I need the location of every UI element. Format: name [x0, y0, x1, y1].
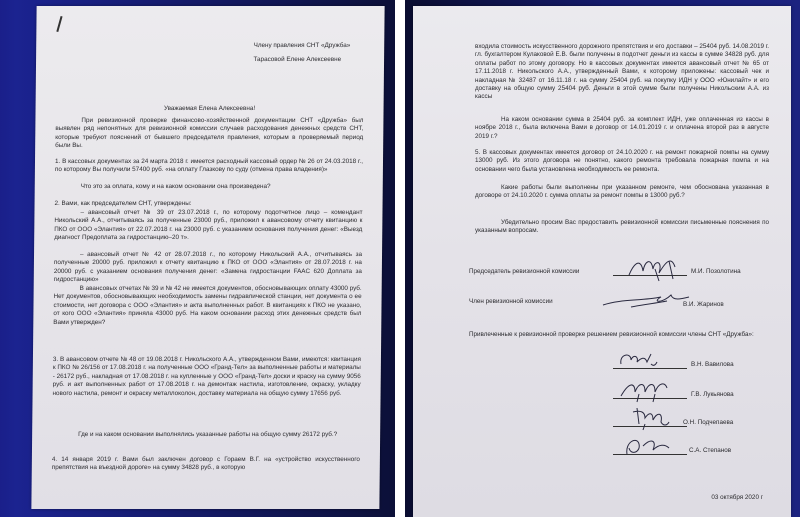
signature-involved-4 — [413, 442, 791, 466]
item-2-report-39: – авансовый отчет № 39 от 23.07.2018 г., по которому подотчетное лицо – комендант Никольский А.А., отчитываясь за полученные 23000 руб., приложил к авансовому отчету квитанцию к ПКО от ООО «Элантия» от 22.07.2018 г. на 23000 руб. с указанием основания получения денег: «Выезд диагност Предоплата за гидростанцию–20 т». — [54, 209, 363, 242]
item-1-question: Что это за оплата, кому и на каком основании она произведена? — [80, 183, 271, 190]
involved-members-text: Привлеченные к ревизионной проверке решением ревизионной комиссии члены СНТ «Дружба»: — [469, 331, 754, 338]
item-4-question: На каком основании сумма в 25404 руб. за комплект ИДН, уже оплаченная из кассы в ноябре 2018 г., была включена Вами в договор от 14.01.2019 г. и оплачена второй раз в августе 2019 г.? — [475, 116, 769, 140]
item-4: 4. 14 января 2019 г. Вами был заключен договор с Гораем В.Г. на «устройство искусственного препятствия на въездной дороге» на сумму 34828 руб., в которую — [51, 456, 360, 472]
salutation: Уважаемая Елена Алексеевна! — [163, 105, 256, 112]
chair-label: Председатель ревизионной комиссии — [469, 268, 580, 275]
right-page-photo — [405, 0, 800, 517]
chair-name: М.И. Позолотина — [691, 268, 741, 275]
signature-member — [413, 295, 791, 319]
item-2-report-42: – авансовый отчет № 42 от 28.07.2018 г., по которому Никольский А.А., отчитываясь за полученные 20000 руб. приложил к отчету квитанцию к ПКО от ООО «Элантия» от 28.07.2018 г. на 20000 руб. с указанием основания получения денег: «Замена гидростанции FAAC 620 Доплата за гидростанцию» — [53, 251, 363, 284]
involved-name-1: В.Н. Вавилова — [691, 361, 734, 368]
involved-name-2: Г.В. Лукьянова — [691, 391, 734, 398]
signature-chair — [413, 263, 791, 287]
left-page-photo — [0, 0, 395, 517]
document-page-2 — [413, 6, 791, 517]
signature-icon — [617, 350, 661, 370]
document-date: 03 октября 2020 г — [711, 494, 763, 501]
member-name: В.И. Жаринов — [683, 301, 724, 308]
document-page-1 — [31, 6, 384, 509]
item-2-heading: 2. Вами, как председателем СНТ, утверждены: — [54, 200, 192, 207]
signature-icon — [619, 378, 671, 404]
involved-name-4: С.А. Степанов — [689, 447, 732, 454]
handwritten-mark — [56, 16, 62, 32]
signature-icon — [623, 432, 673, 460]
item-2-conclusion: В авансовых отчетах № 39 и № 42 не имеется документов, обосновывающих оплату 43000 руб. Нет документов, обосновывающих необходимость замены гидравлической станции, нет документа о ее стоимости, нет договора с ООО «Элантия» и акта выполненных работ. В квитанциях к ПКО не указано, от кого ООО «Элантия» приняла 43000 руб. На каком основании расход этих денежных средств был Вами утвержден? — [53, 285, 362, 326]
signature-involved-3 — [413, 414, 791, 438]
member-signature-icon — [601, 289, 691, 311]
signature-icon — [631, 404, 671, 432]
intro-paragraph: При ревизионной проверке финансово-хозяйственной документации СНТ «Дружба» был выявлен ряд непонятных для ревизионной комиссии случаев расходования денежных средств СНТ, которые требуют пояснений от бывшего председателя правления, которым в проверяемый период были Вы. — [55, 117, 364, 150]
item-5: 5. В кассовых документах имеется договор от 24.10.2020 г. на ремонт пожарной помпы на сумму 13000 руб. Из этого договора не понятно, какого ремонта требовала пожарная помпа и на основании чего была установлена необходимость ее ремонта. — [475, 149, 769, 173]
signature-involved-2 — [413, 386, 791, 410]
addressee — [253, 42, 350, 65]
addressee-line-1: Члену правления СНТ «Дружба» — [253, 42, 351, 49]
request-paragraph: Убедительно просим Вас предоставить ревизионной комиссии письменные пояснения по указанным вопросам. — [475, 219, 769, 235]
involved-name-3: О.Н. Подчепаева — [683, 419, 734, 426]
item-1: 1. В кассовых документах за 24 марта 2018 г. имеется расходный кассовый ордер № 26 от 24.03.2018 г., по которому Вы получили 57400 руб. «на оплату Глазкову по суду (отмена права владения)» — [54, 158, 364, 174]
item-3: 3. В авансовом отчете № 48 от 19.08.2018 г. Никольского А.А., утвержденном Вами, имеются: квитанция к ПКО № 26/156 от 17.08.2018 г. на полученные ООО «Гранд-Тел» за выполненные работы и материалы - 26172 руб., накладная от 17.08.2018 г. на купленные у ООО «Гранд-Тел» доски и краску на сумму 9056 руб. и акт выполненных работ от 17.08.2018 г. на демонтаж настила, изготовление, окраску, укладку нового настила, ремонт и окраску металлоколон, доставку материала на общую сумму 17656 руб. — [52, 356, 361, 397]
member-label: Член ревизионной комиссии — [469, 298, 553, 305]
chair-signature-icon — [625, 255, 685, 283]
item-4-continuation: входила стоимость искусственного дорожного препятствия и его доставки – 25404 руб. 14.08.2019 г. гл. бухгалтером Кулаковой Е.В. были получены в подотчет деньги из кассы в сумме 34828 руб. для оплаты работ по этому договору. Но в кассовых документах имеется авансовый отчет № 65 от 17.11.2018 г. Никольского А.А., утвержденный Вами, к которому приложены: кассовый чек и накладная № 32487 от 16.11.18 г. на сумму 25404 руб. на покупку ИДН у ООО «Юнилайт» и его доставку на общую сумму 25404 руб. Деньги в этой сумме были получены Никольским А.А. из кассы — [475, 43, 769, 101]
item-3-question: Где и на каком основании выполнялись указанные работы на общую сумму 26172 руб.? — [78, 431, 338, 438]
item-5-question: Какие работы были выполнены при указанном ремонте, чем обоснована указанная в договоре от 24.10.2020 г. сумма оплаты за ремонт помпы в 13000 руб.? — [475, 184, 769, 200]
addressee-line-2: Тарасовой Елене Алексеевне — [253, 56, 342, 64]
signature-involved-1 — [413, 356, 791, 380]
